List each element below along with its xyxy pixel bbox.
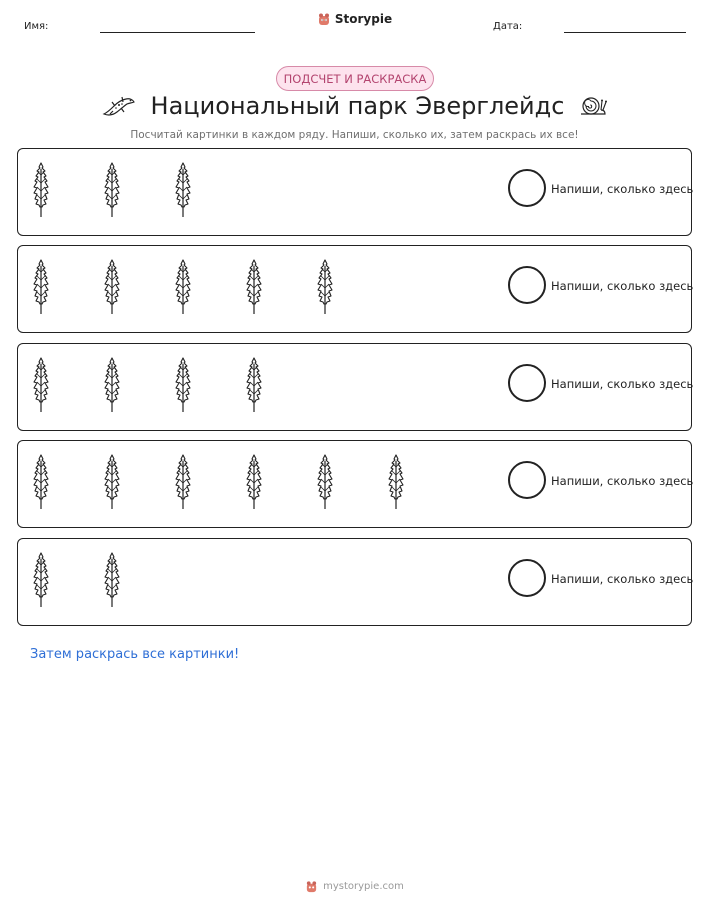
- brand-name: Storypie: [334, 12, 393, 26]
- page-title: Национальный парк Эверглейдс: [150, 92, 565, 120]
- fern-leaf-icon[interactable]: [242, 453, 266, 511]
- snail-icon: [578, 93, 608, 119]
- answer-circle[interactable]: [508, 266, 546, 304]
- brand-logo: [0, 12, 709, 26]
- count-row: [17, 538, 692, 626]
- answer-circle[interactable]: [508, 364, 546, 402]
- fern-leaf-icon[interactable]: [29, 258, 53, 316]
- answer-circle[interactable]: [508, 559, 546, 597]
- answer-label: Напиши, сколько здесь: [551, 182, 694, 196]
- answer-circle[interactable]: [508, 169, 546, 207]
- fern-leaf-icon[interactable]: [100, 551, 124, 609]
- fern-leaf-icon[interactable]: [29, 161, 53, 219]
- date-label: Дата:: [493, 21, 523, 32]
- fern-leaf-icon[interactable]: [384, 453, 408, 511]
- fern-leaf-icon[interactable]: [100, 356, 124, 414]
- title-row: [0, 92, 709, 120]
- answer-circle[interactable]: [508, 461, 546, 499]
- fern-leaf-icon[interactable]: [29, 453, 53, 511]
- name-label: Имя:: [24, 21, 49, 32]
- fern-leaf-icon[interactable]: [242, 258, 266, 316]
- site-url: mystorypie.com: [323, 881, 404, 892]
- storypie-logo-icon: [305, 880, 318, 893]
- instructions: Посчитай картинки в каждом ряду. Напиши, сколько их, затем раскрась их все!: [130, 129, 579, 141]
- fern-leaf-icon[interactable]: [29, 551, 53, 609]
- answer-label: Напиши, сколько здесь: [551, 572, 694, 586]
- fern-leaf-icon[interactable]: [242, 356, 266, 414]
- fern-leaf-icon[interactable]: [171, 356, 195, 414]
- activity-badge: ПОДСЧЕТ И РАСКРАСКА: [276, 66, 434, 91]
- count-row: [17, 343, 692, 431]
- fern-leaf-icon[interactable]: [100, 161, 124, 219]
- fern-leaf-icon[interactable]: [171, 161, 195, 219]
- storypie-logo-icon: [317, 12, 331, 26]
- fern-leaf-icon[interactable]: [100, 258, 124, 316]
- fern-leaf-icon[interactable]: [29, 356, 53, 414]
- lizard-icon: [101, 92, 137, 120]
- count-row: [17, 148, 692, 236]
- color-instruction: Затем раскрась все картинки!: [30, 647, 240, 662]
- count-row: [17, 440, 692, 528]
- count-row: [17, 245, 692, 333]
- fern-leaf-icon[interactable]: [171, 453, 195, 511]
- fern-leaf-icon[interactable]: [313, 258, 337, 316]
- answer-label: Напиши, сколько здесь: [551, 279, 694, 293]
- answer-label: Напиши, сколько здесь: [551, 474, 694, 488]
- fern-leaf-icon[interactable]: [100, 453, 124, 511]
- site-footer: [0, 880, 709, 893]
- name-field[interactable]: [100, 32, 255, 33]
- date-field[interactable]: [564, 32, 686, 33]
- fern-leaf-icon[interactable]: [171, 258, 195, 316]
- answer-label: Напиши, сколько здесь: [551, 377, 694, 391]
- fern-leaf-icon[interactable]: [313, 453, 337, 511]
